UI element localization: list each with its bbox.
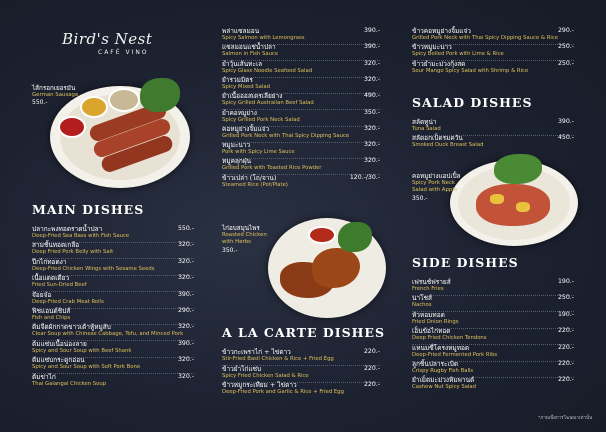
side-item xyxy=(412,294,574,309)
right-top-item-thai-name: ข้าวคอหมูย่างจิ้มแจ่ว xyxy=(412,27,471,35)
alacarte-item-price: 220.- xyxy=(363,348,380,355)
salad-item xyxy=(412,134,574,149)
logo-subtitle: CAFÉ VINO xyxy=(98,49,149,56)
alacarte-item-thai-name: ข้าวหมูกระเทียม + ไข่ดาว xyxy=(222,381,297,390)
heading-side-dishes: SIDE DISHES xyxy=(412,255,519,270)
alacarte-item-english-name: Deep-Fried Pork and Garlic & Rice + Fried Egg xyxy=(222,389,345,396)
side-item-price: 220.- xyxy=(557,343,574,351)
right-top-item-price: 250.- xyxy=(557,43,574,51)
side-item-price: 220.- xyxy=(557,327,574,335)
alacarte-item-thai-name: ข้าวยำไก่แซ่บ xyxy=(222,364,262,373)
side-item-english-name: Cashew Nut Spicy Salad xyxy=(412,384,477,391)
main-dish-item-english-name: Deep-Fried Sea Bass with Fish Sauce xyxy=(32,233,130,239)
feature-chicken-thai: ไก่อบสมุนไพร xyxy=(222,225,260,232)
middle-item-english-name: Spicy Mixed Salad xyxy=(222,83,270,90)
middle-item xyxy=(222,43,380,58)
main-dish-item-thai-name: เนื้อแดดเดียว xyxy=(32,274,70,283)
middle-item-price: 490.- xyxy=(363,92,380,100)
side-item xyxy=(412,360,574,375)
middle-item xyxy=(222,157,380,172)
side-item xyxy=(412,327,574,342)
side-item-thai-name: เฟรนช์ฟรายส์ xyxy=(412,278,451,286)
middle-item-price: 390.- xyxy=(363,27,380,34)
main-dish-item-thai-name: สามชั้นทอดเกลือ xyxy=(32,241,80,250)
feature-sausage-thai: ไส้กรอกเยอรมัน xyxy=(32,85,76,92)
main-dish-item xyxy=(32,323,194,338)
main-dish-item-english-name: Deep-Fried Crab Meat Rolls xyxy=(32,298,104,305)
feature-sausage xyxy=(32,85,78,107)
side-item-price: 220.- xyxy=(557,376,574,384)
right-top-item-english-name: Sour Mango Spicy Salad with Shrimp & Rice xyxy=(412,67,529,74)
salad-plate-image xyxy=(450,160,578,246)
side-item-price: 220.- xyxy=(557,360,574,367)
right-top-item xyxy=(412,43,574,58)
side-item-thai-name: ยำเม็ดมะม่วงหิมพานต์ xyxy=(412,376,475,385)
feature-sausage-price: 550.- xyxy=(32,99,48,107)
main-dish-item-english-name: Deep Fried Pork Belly with Salt xyxy=(32,249,114,256)
chicken-plate-image xyxy=(268,218,386,318)
heading-salad-dishes: SALAD DISHES xyxy=(412,95,533,110)
middle-item-thai-name: ยำคอหมูย่าง xyxy=(222,108,257,117)
middle-item-english-name: Spicy Glass Noodle Seafood Salad xyxy=(222,67,313,74)
middle-item-thai-name: ยำรวมมิตร xyxy=(222,75,253,84)
salad-item-english-name: Tuna Salad xyxy=(412,126,441,132)
main-dish-item-english-name: Spicy and Sour Soup with Soft Pork Bone xyxy=(32,364,141,371)
logo-script: Bird's Nest xyxy=(62,30,153,48)
salad-item-price: 390.- xyxy=(557,118,574,125)
middle-item-price: 350.- xyxy=(363,108,380,116)
middle-item-english-name: Spicy Grilled Australian Beef Salad xyxy=(222,100,314,107)
middle-item-english-name: Grilled Pork with Toasted Rice Powder xyxy=(222,165,322,172)
alacarte-item xyxy=(222,365,380,380)
side-item-english-name: Crispy Rugby Fish Balls xyxy=(412,368,474,374)
right-top-item-thai-name: ข้าวหมูมะนาว xyxy=(412,43,452,52)
right-top-item-thai-name: ข้าวยำมะม่วงกุ้งสด xyxy=(412,59,466,68)
feature-salad-thai: คอหมูย่างแอปเปิ้ล xyxy=(412,173,461,180)
main-dish-item-thai-name: จ๊อยจ๋อ xyxy=(32,290,52,299)
alacarte-item-english-name: Spicy Fried Chicken Salad & Rice xyxy=(222,372,309,379)
salad-item-price: 450.- xyxy=(557,134,574,142)
main-dish-item-thai-name: ต้มแซ่บเนื้อน่องลาย xyxy=(32,339,87,348)
side-item-thai-name: หัวหอมทอด xyxy=(412,310,445,319)
main-dish-item-price: 390.- xyxy=(177,290,194,298)
middle-item xyxy=(222,174,380,189)
alacarte-item-price: 220.- xyxy=(363,364,380,372)
heading-main-dishes: MAIN DISHES xyxy=(32,202,145,217)
middle-item-thai-name: หมูมะนาว xyxy=(222,141,251,150)
feature-chicken xyxy=(222,225,267,254)
main-dish-item xyxy=(32,258,194,273)
middle-item-english-name: Steamed Rice (Pot/Plate) xyxy=(222,181,288,188)
feature-salad-price: 350.- xyxy=(412,194,428,202)
middle-item xyxy=(222,92,380,107)
logo xyxy=(62,30,152,56)
middle-item-price: 320.- xyxy=(363,157,380,165)
alacarte-item xyxy=(222,381,380,396)
main-dish-item-english-name: Spicy and Sour Soup with Beef Shank xyxy=(32,347,132,354)
middle-item-thai-name: ยำวุ้นเส้นทะเล xyxy=(222,59,263,68)
side-item-english-name: Nachos xyxy=(412,302,432,309)
feature-chicken-english-1: Roasted Chicken xyxy=(222,232,267,239)
right-top-item-price: 250.- xyxy=(557,59,574,67)
main-dish-item-price: 320.- xyxy=(177,372,194,380)
side-item xyxy=(412,344,574,359)
right-top-item xyxy=(412,60,574,75)
salad-item-thai-name: สลัดอกเป็ดรมควัน xyxy=(412,134,463,143)
middle-item xyxy=(222,76,380,91)
main-dish-item-english-name: Deep-Fried Chicken Wings with Sesame Seeds xyxy=(32,265,155,272)
side-item-thai-name: เอ็นข้อไก่ทอด xyxy=(412,327,451,336)
main-dish-item-thai-name: ต้มจืดผักกาดขาวเต้าหู้หมูสับ xyxy=(32,323,111,332)
middle-item xyxy=(222,27,380,42)
side-item-english-name: French Fries xyxy=(412,286,444,292)
middle-item-thai-name: แซลมอนแช่น้ำปลา xyxy=(222,43,276,52)
side-item-english-name: Fried Onion Rings xyxy=(412,318,459,325)
main-dish-item-price: 320.- xyxy=(177,323,194,331)
footnote: *ภาพเพื่อการโฆษณาเท่านั้น xyxy=(538,416,593,421)
right-top-item xyxy=(412,27,574,42)
side-item-price: 190.- xyxy=(557,310,574,318)
feature-sausage-english: German Sausage xyxy=(32,92,79,99)
main-dish-item-price: 550.- xyxy=(177,225,194,232)
main-dish-item xyxy=(32,241,194,256)
middle-item-thai-name: พล่าแซลมอน xyxy=(222,27,260,35)
middle-item-english-name: Spicy Salmon with Lemongrass xyxy=(222,35,305,41)
main-dish-item-english-name: Fish and Chips xyxy=(32,315,71,321)
main-dish-item xyxy=(32,307,194,322)
middle-item xyxy=(222,109,380,124)
feature-salad xyxy=(412,173,460,202)
side-item-thai-name: นาโชส์ xyxy=(412,294,432,303)
middle-item-price: 390.- xyxy=(363,43,380,51)
side-item-english-name: Deep Fried Chicken Tendons xyxy=(412,335,487,342)
side-item xyxy=(412,278,574,293)
salad-item-thai-name: สลัดทูน่า xyxy=(412,118,437,126)
alacarte-item-thai-name: ข้าวกะเพราไก่ + ไข่ดาว xyxy=(222,348,291,356)
salad-item xyxy=(412,118,574,133)
middle-item-english-name: Pork with Spicy Lime Sauce xyxy=(222,149,295,156)
side-item xyxy=(412,376,574,391)
main-dish-item-price: 290.- xyxy=(177,307,194,314)
middle-item-thai-name: ยำเนื้อออสเตรเลียย่าง xyxy=(222,92,283,101)
middle-item-english-name: Spicy Grilled Pork Neck Salad xyxy=(222,116,300,123)
main-dish-item-price: 320.- xyxy=(177,356,194,364)
main-dish-item-price: 320.- xyxy=(177,274,194,282)
main-dish-item xyxy=(32,373,194,388)
middle-item-english-name: Salmon in Fish Sauce xyxy=(222,51,279,58)
feature-salad-english-1: Spicy Pork Neck xyxy=(412,180,456,187)
main-dish-item-thai-name: ปีกไก่ทอดงา xyxy=(32,257,67,266)
middle-item-english-name: Grilled Pork Neck with Thai Spicy Dipping Sauce xyxy=(222,132,350,139)
main-dish-item-thai-name: ฟิชแอนด์ชิปส์ xyxy=(32,307,71,315)
right-top-item-english-name: Grilled Pork Neck with Thai Spicy Dipping Sauce & Rice xyxy=(412,35,559,41)
middle-item-price: 320.- xyxy=(363,141,380,149)
main-dish-item-thai-name: ต้มข่าไก่ xyxy=(32,372,56,381)
main-dish-item xyxy=(32,291,194,306)
side-item-thai-name: แหนมซี่โครงหมูทอด xyxy=(412,343,470,352)
right-top-item-price: 290.- xyxy=(557,27,574,34)
middle-item-thai-name: ข้าวเปล่า (โถ/จาน) xyxy=(222,173,277,182)
middle-item-price: 320.- xyxy=(363,59,380,67)
alacarte-item-price: 220.- xyxy=(363,381,380,389)
main-dish-item-thai-name: ต้มแซ่บกระดูกอ่อน xyxy=(32,356,85,365)
main-dish-item xyxy=(32,274,194,289)
middle-item xyxy=(222,141,380,156)
main-dish-item-english-name: Thai Galangal Chicken Soup xyxy=(32,380,107,387)
middle-item-price: 120.-/30.- xyxy=(349,173,380,181)
side-item xyxy=(412,311,574,326)
main-dish-item-thai-name: ปลากะพงทอดราดน้ำปลา xyxy=(32,225,103,233)
middle-item xyxy=(222,60,380,75)
main-dish-item-price: 320.- xyxy=(177,257,194,265)
main-dish-item xyxy=(32,340,194,355)
main-dish-item-price: 390.- xyxy=(177,339,194,347)
feature-salad-english-2: Salad with Apple xyxy=(412,187,458,194)
middle-item xyxy=(222,125,380,140)
middle-item-price: 320.- xyxy=(363,75,380,83)
feature-chicken-english-2: with Herbs xyxy=(222,239,251,246)
main-dish-item-price: 320.- xyxy=(177,241,194,249)
heading-a-la-carte: A LA CARTE DISHES xyxy=(222,325,385,340)
alacarte-item xyxy=(222,348,380,363)
side-item-price: 250.- xyxy=(557,294,574,302)
main-dish-item xyxy=(32,225,194,240)
alacarte-item-english-name: Stir-Fried Basil Chicken & Rice + Fried Egg xyxy=(222,356,334,362)
main-dish-item-english-name: Clear Soup with Chinese Cabbage, Tofu, and Minced Pork xyxy=(32,331,184,338)
feature-chicken-price: 350.- xyxy=(222,246,238,254)
side-item-english-name: Deep-Fried Fermented Pork Ribs xyxy=(412,351,498,358)
middle-item-thai-name: คอหมูย่างจิ้มแจ่ว xyxy=(222,124,270,133)
middle-item-thai-name: หมูคลุกฝุ่น xyxy=(222,157,252,166)
side-item-price: 190.- xyxy=(557,278,574,285)
middle-item-price: 320.- xyxy=(363,124,380,132)
side-item-thai-name: ลูกชิ้นปลาระเบิด xyxy=(412,360,459,368)
salad-item-english-name: Smoked Duck Breast Salad xyxy=(412,142,484,149)
main-dish-item-english-name: Fried Sun-Dried Beef xyxy=(32,282,87,289)
main-dish-item xyxy=(32,356,194,371)
right-top-item-english-name: Spicy Boiled Pork with Lime & Rice xyxy=(412,51,504,58)
